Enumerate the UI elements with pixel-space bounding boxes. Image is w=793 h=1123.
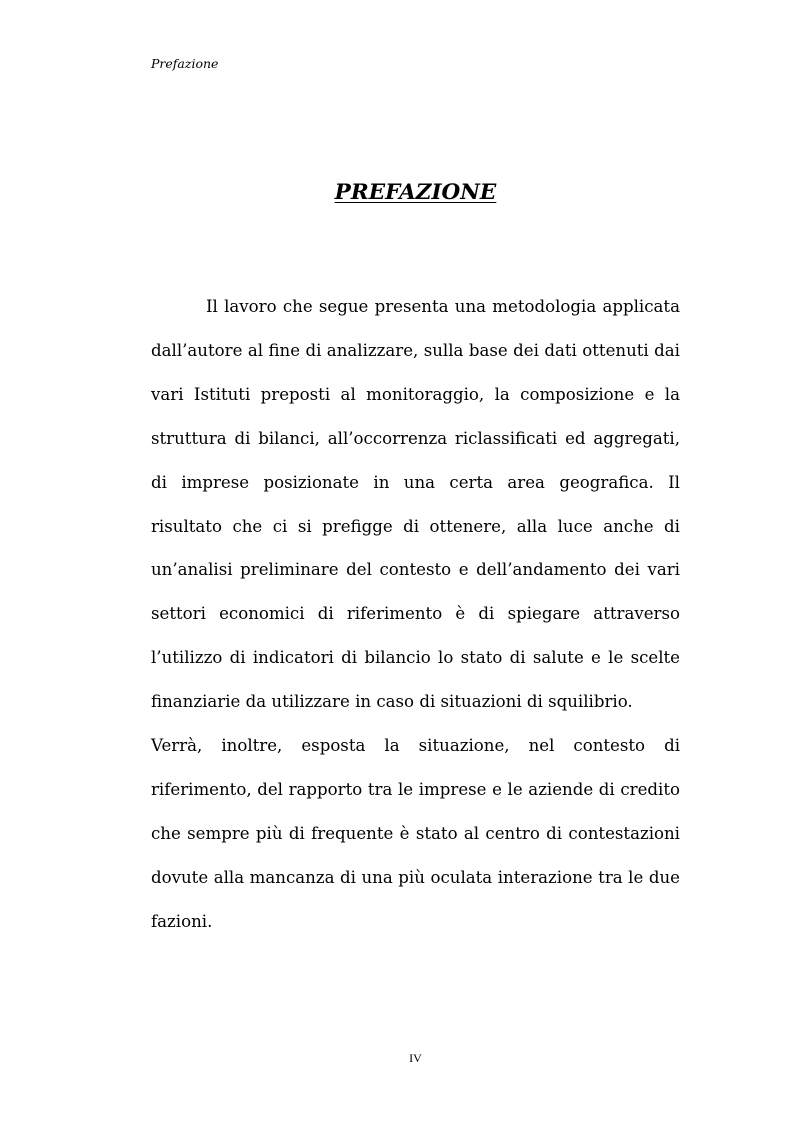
paragraph-intro: Il lavoro che segue presenta una metodologia applicata dall’autore al fine di analizzare, sulla base dei dati ottenuti dai vari Istituti preposti al monitoraggio, la composizione e la struttura di bilanci, all’occorrenza riclassificati ed aggregati, di imprese posizionate in una certa area geografica. Il risultato che ci si prefigge di ottenere, alla luce anche di un’analisi preliminare del contesto e dell’andamento dei vari settori economici di riferimento è di spiegare attraverso l’utilizzo di indicatori di bilancio lo stato di salute e le scelte finanziarie da utilizzare in caso di situazioni di squilibrio. (151, 297, 680, 712)
page-number: IV (409, 1051, 422, 1065)
page-title: PREFAZIONE (334, 180, 497, 205)
body-text (151, 285, 680, 944)
running-header: Prefazione (151, 56, 219, 71)
paragraph-second: Verrà, inoltre, esposta la situazione, nel contesto di riferimento, del rapporto tra le imprese e le aziende di credito che sempre più di frequente è stato al centro di contestazioni dovute alla mancanza di una più oculata interazione tra le due fazioni. (151, 736, 680, 931)
